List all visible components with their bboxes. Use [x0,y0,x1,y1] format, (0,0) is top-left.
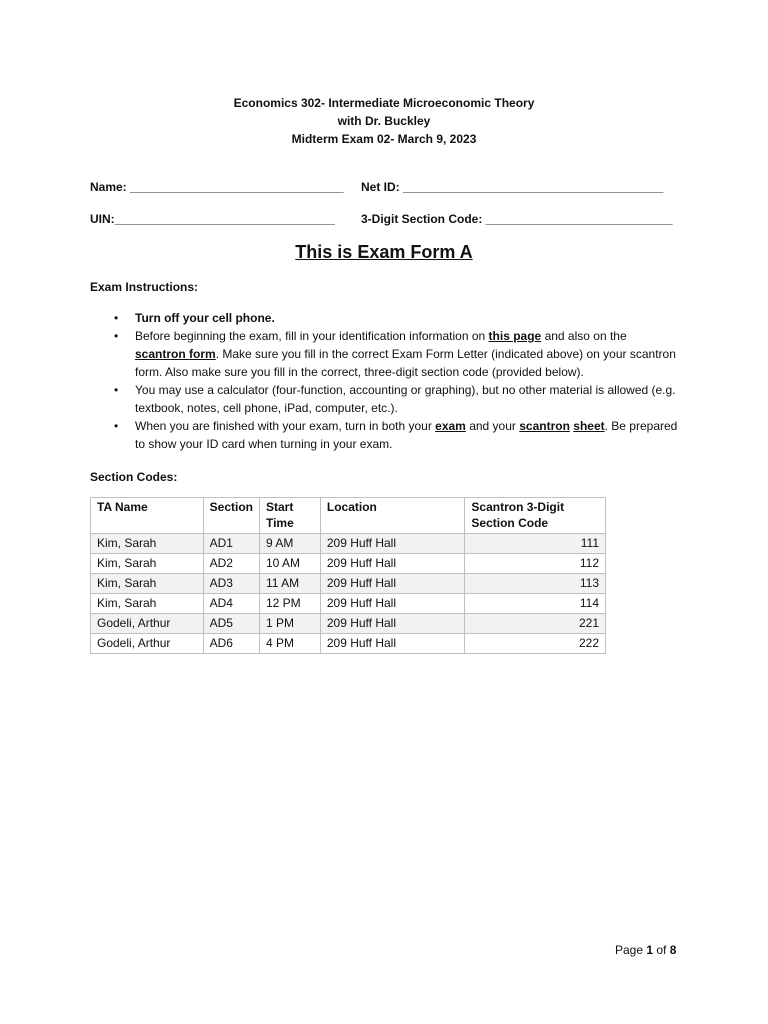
instruction-text: and your [465,419,520,433]
table-row [91,594,606,614]
page-prefix: Page [615,943,647,957]
scantron-code-cell: 111 [465,534,606,554]
uin-field[interactable]: UIN:_________________________________ [90,212,335,226]
table-header-row [91,498,606,534]
netid-field[interactable]: Net ID: _______________________________________ [361,180,664,194]
course-title: Economics 302- Intermediate Microeconomic Theory [233,96,535,110]
section-codes-heading: Section Codes: [90,470,178,484]
exam-info-line: Midterm Exam 02- March 9, 2023 [291,132,477,146]
instructor-line: with Dr. Buckley [337,114,431,128]
location-cell: 209 Huff Hall [320,614,465,634]
location-cell: 209 Huff Hall [320,594,465,614]
emphasis-text: sheet [573,419,605,433]
start-time-cell: 9 AM [259,534,320,554]
location-cell: 209 Huff Hall [320,554,465,574]
ta-name-cell: Kim, Sarah [91,554,204,574]
section-cell: AD4 [203,594,259,614]
instruction-text: . Be prepared to show your ID card when turning in your exam. [135,419,678,451]
instruction-text: Before beginning the exam, fill in your identification information on [135,329,489,343]
ta-name-cell: Godeli, Arthur [91,634,204,654]
start-time-cell: 11 AM [259,574,320,594]
instruction-item [90,327,680,381]
column-header: Start Time [259,498,320,534]
section-cell: AD2 [203,554,259,574]
table-row [91,574,606,594]
page-number [615,943,676,957]
ta-name-cell: Kim, Sarah [91,594,204,614]
section-cell: AD5 [203,614,259,634]
ta-name-cell: Kim, Sarah [91,534,204,554]
emphasis-text: scantron [519,419,570,433]
emphasis-text: scantron form [135,347,216,361]
column-header: TA Name [91,498,204,534]
page-of: of [653,943,670,957]
instruction-text: and also on the [541,329,627,343]
name-field[interactable]: Name: ________________________________ [90,180,344,194]
start-time-cell: 10 AM [259,554,320,574]
column-header: Location [320,498,465,534]
scantron-code-cell: 112 [465,554,606,574]
location-cell: 209 Huff Hall [320,534,465,554]
column-header: Section [203,498,259,534]
ta-name-cell: Godeli, Arthur [91,614,204,634]
instruction-text: Turn off your cell phone. [135,311,275,325]
emphasis-text: this page [488,329,542,343]
column-header: Scantron 3-Digit Section Code [465,498,606,534]
location-cell: 209 Huff Hall [320,574,465,594]
instruction-item [90,381,680,417]
table-row [91,634,606,654]
page-total: 8 [669,943,677,957]
table-row [91,534,606,554]
section-cell: AD1 [203,534,259,554]
section-cell: AD6 [203,634,259,654]
emphasis-text: exam [435,419,466,433]
exam-form-title: This is Exam Form A [295,242,473,262]
instructions-heading: Exam Instructions: [90,280,199,294]
scantron-code-cell: 113 [465,574,606,594]
scantron-code-cell: 222 [465,634,606,654]
table-row [91,614,606,634]
start-time-cell: 12 PM [259,594,320,614]
table-row [91,554,606,574]
scantron-code-cell: 114 [465,594,606,614]
scantron-code-cell: 221 [465,614,606,634]
instructions-list [90,309,680,453]
start-time-cell: 1 PM [259,614,320,634]
section-cell: AD3 [203,574,259,594]
ta-name-cell: Kim, Sarah [91,574,204,594]
instruction-item [90,309,680,327]
page-current: 1 [646,943,654,957]
location-cell: 209 Huff Hall [320,634,465,654]
section-code-field[interactable]: 3-Digit Section Code: ____________________________ [361,212,673,226]
section-codes-table [90,497,606,654]
instruction-text: . Make sure you fill in the correct Exam Form Letter (indicated above) on your scantron form. Also make sure you fill in the correct, three-digit section code (provided below). [135,347,676,379]
instruction-text: When you are finished with your exam, turn in both your [135,419,436,433]
instruction-item [90,417,680,453]
instruction-text: You may use a calculator (four-function, accounting or graphing), but no other material is allowed (e.g. textbook, notes, cell phone, iPad, computer, etc.). [135,383,676,415]
start-time-cell: 4 PM [259,634,320,654]
